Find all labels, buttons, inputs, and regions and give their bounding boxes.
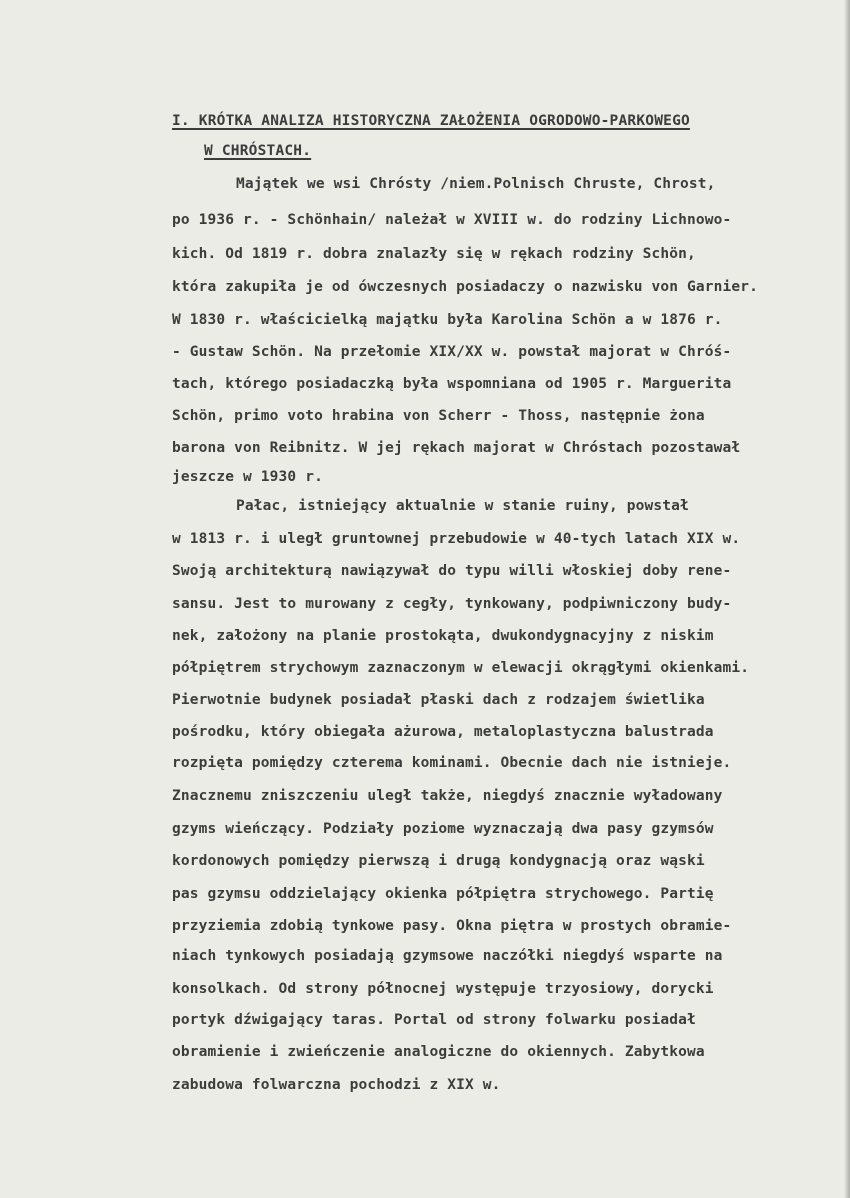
paragraph-1-line: po 1936 r. - Schönhain/ należał w XVIII w. do rodziny Lichnowo-	[172, 212, 732, 228]
paragraph-2-line: gzyms wieńczący. Podziały poziome wyznaczają dwa pasy gzymsów	[172, 821, 714, 837]
paragraph-2-line: niach tynkowych posiadają gzymsowe naczółki niegdyś wsparte na	[172, 948, 723, 964]
paragraph-2-line: Pałac, istniejący aktualnie w stanie ruiny, powstał	[236, 498, 689, 514]
paragraph-2-line: nek, założony na planie prostokąta, dwukondygnacyjny z niskim	[172, 628, 714, 644]
paragraph-2-line: obramienie i zwieńczenie analogiczne do okiennych. Zabytkowa	[172, 1044, 705, 1060]
paragraph-2-line: zabudowa folwarczna pochodzi z XIX w.	[172, 1077, 501, 1093]
paragraph-2-line: rozpięta pomiędzy czterema kominami. Obecnie dach nie istnieje.	[172, 755, 732, 771]
section-heading-line-2: W CHRÓSTACH.	[204, 143, 312, 159]
paragraph-2-line: przyziemia zdobią tynkowe pasy. Okna piętra w prostych obramie-	[172, 918, 732, 934]
paragraph-2-line: Znacznemu zniszczeniu uległ także, niegdyś znacznie wyładowany	[172, 788, 723, 804]
paragraph-1-line: kich. Od 1819 r. dobra znalazły się w rękach rodziny Schön,	[172, 246, 696, 262]
paragraph-2-line: kordonowych pomiędzy pierwszą i drugą kondygnacją oraz wąski	[172, 853, 705, 869]
paragraph-2-line: portyk dźwigający taras. Portal od strony folwarku posiadał	[172, 1012, 696, 1028]
paragraph-1-line: - Gustaw Schön. Na przełomie XIX/XX w. powstał majorat w Chróś-	[172, 344, 732, 360]
paragraph-2-line: sansu. Jest to murowany z cegły, tynkowany, podpiwniczony budy-	[172, 596, 732, 612]
paragraph-1-line: jeszcze w 1930 r.	[172, 469, 323, 485]
section-heading-line-1: I. KRÓTKA ANALIZA HISTORYCZNA ZAŁOŻENIA OGRODOWO-PARKOWEGO	[172, 113, 690, 129]
paragraph-1-line: Schön, primo voto hrabina von Scherr - Thoss, następnie żona	[172, 408, 705, 424]
paragraph-1-line: W 1830 r. właścicielką majątku była Karolina Schön a w 1876 r.	[172, 312, 723, 328]
paragraph-2-line: w 1813 r. i uległ gruntownej przebudowie w 40-tych latach XIX w.	[172, 531, 741, 547]
paragraph-2-line: pas gzymsu oddzielający okienka półpiętra strychowego. Partię	[172, 886, 714, 902]
paragraph-2-line: półpiętrem strychowym zaznaczonym w elewacji okrągłymi okienkami.	[172, 660, 750, 676]
paragraph-2-line: pośrodku, który obiegała ażurowa, metaloplastyczna balustrada	[172, 724, 714, 740]
paragraph-1-line: która zakupiła je od ówczesnych posiadaczy o nazwisku von Garnier.	[172, 279, 759, 295]
paragraph-2-line: Swoją architekturą nawiązywał do typu willi włoskiej doby rene-	[172, 563, 732, 579]
page-edge-shadow	[844, 0, 850, 1198]
paragraph-1-line: barona von Reibnitz. W jej rękach majorat w Chróstach pozostawał	[172, 440, 741, 456]
paragraph-2-line: Pierwotnie budynek posiadał płaski dach z rodzajem świetlika	[172, 692, 705, 708]
paragraph-1-line: tach, którego posiadaczką była wspomniana od 1905 r. Marguerita	[172, 376, 732, 392]
paragraph-2-line: konsolkach. Od strony północnej występuje trzyosiowy, dorycki	[172, 981, 714, 997]
paragraph-1-line: Majątek we wsi Chrósty /niem.Polnisch Chruste, Chrost,	[236, 176, 716, 192]
